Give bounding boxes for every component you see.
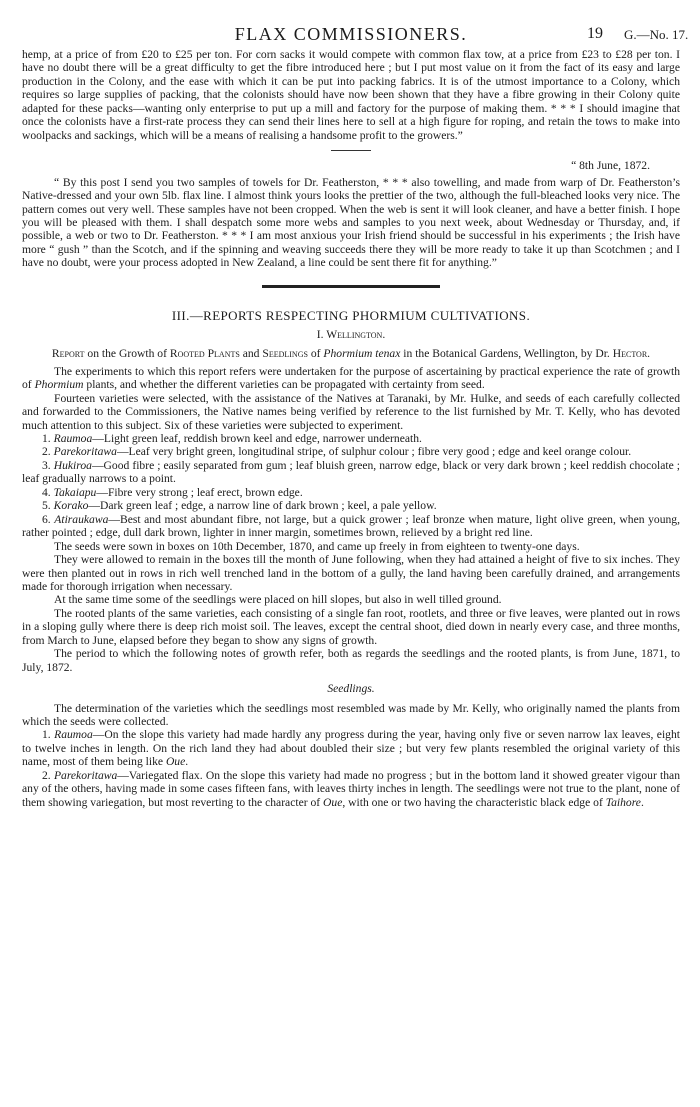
page-number: 19 (587, 25, 603, 42)
seedling-text: , with one or two having the characteristic black edge of (342, 795, 606, 809)
sowing-paragraph: The seeds were sown in boxes on 10th December, 1870, and came up freely in from eighteen to twenty-one days. (54, 539, 580, 553)
intro-paragraph (22, 365, 680, 392)
variety-name: Raumoa (53, 431, 93, 445)
variety-item (22, 486, 680, 499)
letter-body: “ By this post I send you two samples of towels for Dr. Featherston, * * * also towelling, and made from warp of Dr. Featherston’s Native-dressed and your own 5lb. flax line. I almost think yours looks the prettier of the two, although the full-bleached looks very nice. The pattern comes out very well. These samples have not been cropped. When the web is sent it will look cleaner, and have a better finish. I hope you will be pleased with them. I shall despatch some more webs and samples to you next week, about Wednesday or Thursday, and, if possible, a web or two to Dr. Featherston. * * * I am most anxious your Irish friend should be successful in his experiments ; the Irish have more “ gush ” than the Scotch, and if the spinning and weaving succeeds there they will be more ready to take it up than Scotchmen ; and I have no doubt, were your process adopted in New Zealand, a line could be sent there fit for anything.” (22, 175, 680, 270)
section-divider (262, 285, 440, 288)
seedling-text: . (185, 755, 189, 769)
variety-name: Atiraukawa (54, 512, 109, 526)
intro-text: plants, and whether the different varieties can be propagated with certainty from seed. (83, 378, 485, 392)
variety-number: 1. (42, 431, 51, 445)
seedling-number: 2. (42, 768, 51, 782)
variety-item (22, 513, 680, 540)
running-head (22, 22, 689, 48)
seedlings-paragraph: The determination of the varieties which the seedlings most resembled was made by Mr. Kelly, who originally named the plants from which the seeds were collected. (22, 701, 680, 729)
seedling-variety-ref: Taihore (605, 795, 641, 809)
seedling-variety-name: Raumoa (54, 728, 93, 742)
period-paragraph: The period to which the following notes of growth refer, both as regards the seedlings and the rooted plants, is from June, 1871, to July, 1872. (22, 647, 680, 674)
report-title-author: Hector (612, 347, 648, 361)
variety-description: —Good fibre ; easily separated from gum ; leaf bluish green, narrow edge, black or very dark brown ; keel reddish chocolate ; leaf gradually narrows to a point. (22, 458, 680, 486)
subsection-heading: I. Wellington. (316, 327, 386, 341)
seedlings-heading: Seedlings. (327, 682, 375, 696)
varieties-list (22, 432, 680, 540)
variety-description: —Fibre very strong ; leaf erect, brown edge. (96, 485, 303, 499)
variety-item (22, 445, 680, 458)
short-divider (331, 150, 371, 151)
variety-name: Parekoritawa (53, 445, 117, 459)
varieties-paragraph: Fourteen varieties were selected, with the assistance of the Natives at Taranaki, by Mr. Hulke, and seeds of each carefully collected and forwarded to the Commissioners, the Native names being verified by reference to the list furnished by Mr. T. Kelly, who has devoted much attention to this subject. Six of these varieties were subjected to experiment. (22, 391, 680, 432)
report-title-text: and (239, 347, 263, 361)
seedling-variety-ref: Oue (323, 795, 343, 809)
planting-paragraph: They were allowed to remain in the boxes till the month of June following, when they had attained a height of five to six inches. They were then planted out in rows in rich well trenched land in the bottom of a gully, the land having been carefully drained, and arrangements made for thorough irrigation when necessary. (22, 553, 680, 593)
letter-date: “ 8th June, 1872. (571, 159, 650, 173)
variety-name: Hukiroa (53, 458, 92, 472)
report-title-word: Rooted Plants (169, 347, 240, 361)
continuation-paragraph: hemp, at a price of from £20 to £25 per ton. For corn sacks it would compete with common flax tow, at a price from £23 to £28 per ton. I have no doubt there will be a great difficulty to get the fibre introduced here ; but I put most value on it from the fact of its easy and large production in the Colony, and the ease with which it can be put into packing fabrics. It is of the utmost importance to a Colony, which requires so large supplies of packing, that the colonists should have now been shown that they have a fibre growing in their Colony quite adapted for these packs—wanting only enterprise to put up a mill and factory for the purpose of making them. * * * I should imagine that once the colonists have a first-rate process they can send their lines here to sell at a high figure for roping, and retain the tows to make into woolpacks and sackings, which will be a means of realising a handsome profit to the growers.” (22, 48, 680, 142)
report-title-word: Report (51, 347, 85, 361)
report-title-text: in the Botanical Gardens, Wellington, by Dr. (400, 347, 613, 361)
variety-name: Takaiapu (53, 485, 97, 499)
variety-name: Korako (53, 499, 89, 513)
variety-number: 6. (42, 512, 51, 526)
variety-description: —Leaf very bright green, longitudinal stripe, of sulphur colour ; fibre very good ; edge and keel orange colour. (116, 445, 632, 459)
variety-number: 5. (42, 499, 51, 513)
hill-slopes-paragraph: At the same time some of the seedlings were placed on hill slopes, but also in well tilled ground. (54, 593, 502, 607)
variety-description: —Dark green leaf ; edge, a narrow line of dark brown ; keel, a pale yellow. (88, 499, 437, 513)
variety-number: 3. (42, 458, 51, 472)
report-title (22, 347, 680, 360)
variety-description: —Best and most abundant fibre, not large, but a quick grower ; leaf bronze when mature, light olive green, when young, rather pointed ; edge, dull dark brown, lighter in inner margin, sometimes brown, relieved by a bright red line. (22, 512, 680, 540)
variety-item (22, 459, 680, 486)
variety-description: —Light green leaf, reddish brown keel and edge, narrower underneath. (92, 431, 422, 445)
seedling-number: 1. (42, 728, 51, 742)
seedling-item (22, 769, 680, 809)
seedling-variety-ref: Oue (165, 755, 186, 769)
section-heading: III.—REPORTS RESPECTING PHORMIUM CULTIVATIONS. (171, 307, 531, 323)
seedling-text: —On the slope this variety had made hardly any progress during the year, having only five or seven narrow lax leaves, eight to twelve inches in length. On the rich land they had about doubled their size ; but very few plants resembled the original variety of this name, most of them being like (22, 728, 680, 769)
variety-number: 2. (42, 445, 51, 459)
rooted-plants-paragraph: The rooted plants of the same varieties, each consisting of a single fan root, rootlets, and three or five leaves, were planted out in rows in a sloping gully where there is deep rich moist soil. The leaves, except the central shoot, died down in nearly every case, and three months, from March to June, elapsed before they began to show any signs of growth. (22, 606, 680, 647)
intro-text: The experiments to which this report refers were undertaken for the purpose of ascertaining by practical experience the rate of growth of (22, 364, 680, 392)
intro-genus: Phormium (34, 378, 84, 392)
report-title-species: Phormium tenax (323, 347, 401, 361)
variety-item (22, 432, 680, 445)
report-title-word: Seedlings (262, 347, 308, 361)
document-reference: G.—No. 17. (624, 27, 689, 42)
variety-item (22, 499, 680, 512)
running-title: FLAX COMMISSIONERS. (234, 24, 468, 44)
variety-number: 4. (42, 485, 51, 499)
seedling-text: —Variegated flax. On the slope this variety had made no progress ; but in the bottom land it showed greater vigour than any of the others, having made in some cases fifteen fans, with leaves thirty inches in length. The seedlings were not true to the plant, none of them showing variegation, but most reverting to the character of (22, 768, 680, 809)
document-page (22, 22, 689, 809)
report-title-text: of (307, 347, 324, 361)
report-title-text: on the Growth of (84, 347, 170, 361)
seedling-variety-name: Parekoritawa (53, 768, 118, 782)
seedling-item (22, 728, 680, 768)
seedling-text: . (640, 795, 644, 809)
report-title-text: . (647, 347, 651, 361)
